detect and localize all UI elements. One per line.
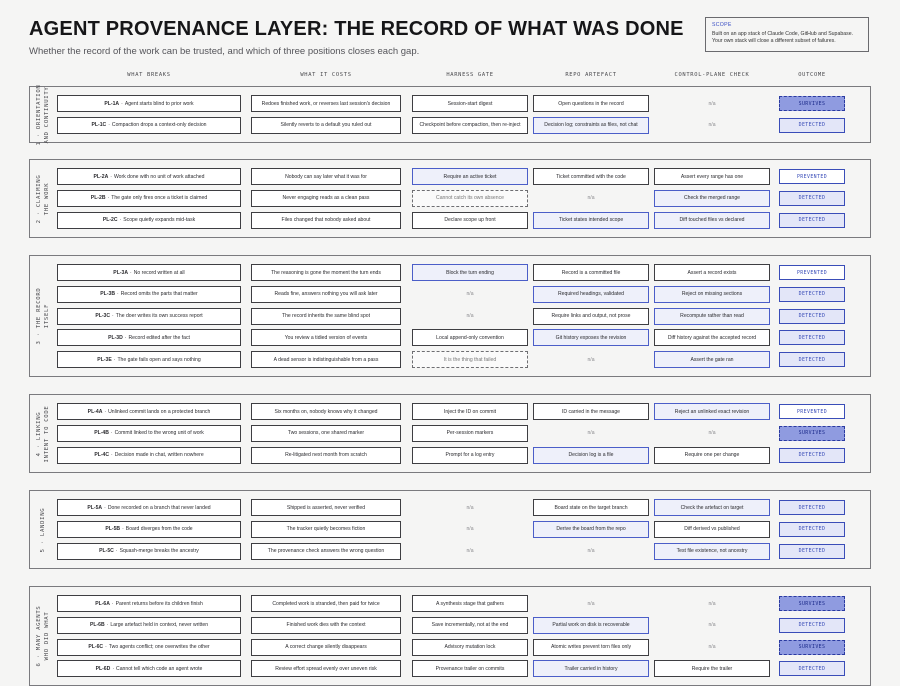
what-it-costs-cell: Reads fine, answers nothing you will ask later — [251, 286, 401, 303]
separator: · — [117, 291, 119, 298]
outcome-badge: DETECTED — [779, 544, 845, 559]
what-it-costs-cell: The record inherits the same blind spot — [251, 308, 401, 325]
what-breaks-cell — [57, 264, 241, 281]
harness-gate-cell: Checkpoint before compaction, then re-inject — [412, 117, 528, 134]
outcome-badge: DETECTED — [779, 118, 845, 133]
section-label: 5 · LANDING — [39, 507, 46, 552]
harness-gate-cell: Block the turn ending — [412, 264, 528, 281]
what-it-costs-cell: Never engaging reads as a clean pass — [251, 190, 401, 207]
page-subtitle: Whether the record of the work can be trusted, and which of three positions closes each gap. — [29, 46, 420, 57]
separator: · — [112, 665, 115, 672]
outcome-badge: DETECTED — [779, 352, 845, 367]
control-plane-check-cell: Require the trailer — [654, 660, 770, 677]
section-label-wrapper — [32, 491, 54, 568]
separator: · — [124, 334, 127, 341]
control-plane-check-cell: n/a — [708, 100, 716, 107]
separator: · — [121, 100, 123, 107]
control-plane-check-cell: Recompute rather than read — [654, 308, 770, 325]
column-header-what-breaks: WHAT BREAKS — [127, 72, 171, 78]
failure-id: PL-1A — [104, 100, 120, 107]
what-breaks-cell — [57, 286, 241, 303]
separator: · — [119, 217, 122, 224]
what-it-costs-cell: Nobody can say later what it was for — [251, 168, 401, 185]
repo-artefact-cell: Decision log; constraints as files, not chat — [533, 117, 649, 134]
failure-id: PL-3A — [113, 269, 129, 276]
repo-artefact-cell: Trailer carried in history — [533, 660, 649, 677]
harness-gate-cell: n/a — [466, 548, 474, 555]
page-title: AGENT PROVENANCE LAYER: THE RECORD OF WHAT WAS DONE — [29, 18, 684, 40]
harness-gate-cell: Prompt for a log entry — [412, 447, 528, 464]
scope-box — [705, 17, 869, 52]
failure-description: Record edited after the fact — [128, 334, 190, 341]
what-breaks-cell — [57, 595, 241, 612]
control-plane-check-cell: Check the merged range — [654, 190, 770, 207]
scope-label: SCOPE — [712, 22, 732, 28]
harness-gate-cell: A synthesis stage that gathers — [412, 595, 528, 612]
control-plane-check-cell: Require one per change — [654, 447, 770, 464]
what-it-costs-cell: The tracker quietly becomes fiction — [251, 521, 401, 538]
harness-gate-cell: Inject the ID on commit — [412, 403, 528, 420]
failure-description: The doer writes its own success report — [115, 313, 203, 320]
separator: · — [104, 408, 107, 415]
section-label-wrapper — [32, 160, 54, 237]
failure-description: Two agents conflict; one overwrites the other — [108, 644, 210, 651]
failure-description: Squash-merge breaks the ancestry — [119, 548, 199, 555]
what-breaks-cell — [57, 190, 241, 207]
separator: · — [112, 313, 114, 320]
column-header-repo-artefact: REPO ARTEFACT — [565, 72, 617, 78]
control-plane-check-cell: Check the artefact on target — [654, 499, 770, 516]
section-label-wrapper — [32, 256, 54, 376]
failure-id: PL-2A — [93, 173, 109, 180]
what-breaks-cell — [57, 403, 241, 420]
failure-id: PL-4C — [94, 452, 110, 459]
what-breaks-cell — [57, 543, 241, 560]
what-it-costs-cell: Silently reverts to a default you ruled out — [251, 117, 401, 134]
harness-gate-cell: Require an active ticket — [412, 168, 528, 185]
outcome-badge: DETECTED — [779, 522, 845, 537]
harness-gate-cell: n/a — [466, 291, 474, 298]
what-it-costs-cell: You review a tidied version of events — [251, 329, 401, 346]
failure-description: Board diverges from the code — [125, 526, 193, 533]
harness-gate-cell: Advisory mutation lock — [412, 639, 528, 656]
separator: · — [130, 269, 132, 276]
what-breaks-cell — [57, 639, 241, 656]
column-header-what-it-costs: WHAT IT COSTS — [300, 72, 352, 78]
harness-gate-cell: Session-start digest — [412, 95, 528, 112]
harness-gate-cell: Cannot catch its own absence — [412, 190, 528, 207]
what-breaks-cell — [57, 499, 241, 516]
separator: · — [108, 122, 110, 129]
failure-id: PL-5A — [87, 504, 103, 511]
harness-gate-cell: Declare scope up front — [412, 212, 528, 229]
separator: · — [115, 548, 118, 555]
failure-id: PL-3E — [97, 356, 112, 363]
control-plane-check-cell: n/a — [708, 600, 716, 607]
repo-artefact-cell: Ticket states intended scope — [533, 212, 649, 229]
repo-artefact-cell: n/a — [587, 195, 595, 202]
failure-description: Decision made in chat, written nowhere — [114, 452, 204, 459]
failure-description: Unlinked commit lands on a protected branch — [108, 408, 211, 415]
control-plane-check-cell: Diff history against the accepted record — [654, 329, 770, 346]
failure-description: Record omits the parts that matter — [120, 291, 198, 298]
section-label: 2 · CLAIMING THE WORK — [35, 174, 50, 223]
column-header-outcome: OUTCOME — [798, 72, 826, 78]
repo-artefact-cell: n/a — [587, 600, 595, 607]
outcome-badge: DETECTED — [779, 213, 845, 228]
what-breaks-cell — [57, 212, 241, 229]
repo-artefact-cell: Git history exposes the revision — [533, 329, 649, 346]
failure-description: Scope quietly expands mid-task — [123, 217, 196, 224]
failure-id: PL-3D — [108, 334, 123, 341]
outcome-badge: SURVIVES — [779, 96, 845, 111]
repo-artefact-cell: Derive the board from the repo — [533, 521, 649, 538]
section-label-wrapper — [32, 395, 54, 472]
control-plane-check-cell: Assert every range has one — [654, 168, 770, 185]
failure-id: PL-6A — [95, 600, 110, 607]
repo-artefact-cell: Ticket committed with the code — [533, 168, 649, 185]
repo-artefact-cell: Open questions in the record — [533, 95, 649, 112]
column-header-control-plane-check: CONTROL-PLANE CHECK — [674, 72, 750, 78]
control-plane-check-cell: Diff derived vs published — [654, 521, 770, 538]
repo-artefact-cell: n/a — [587, 356, 595, 363]
what-breaks-cell — [57, 425, 241, 442]
control-plane-check-cell: Assert the gate ran — [654, 351, 770, 368]
harness-gate-cell: n/a — [466, 313, 474, 320]
failure-id: PL-6D — [95, 665, 111, 672]
control-plane-check-cell: Assert a record exists — [654, 264, 770, 281]
what-breaks-cell — [57, 117, 241, 134]
outcome-badge: SURVIVES — [779, 596, 845, 611]
what-breaks-cell — [57, 95, 241, 112]
what-breaks-cell — [57, 521, 241, 538]
repo-artefact-cell: Decision log is a file — [533, 447, 649, 464]
failure-id: PL-5C — [99, 548, 114, 555]
harness-gate-cell: Provenance trailer on commits — [412, 660, 528, 677]
separator: · — [104, 504, 106, 511]
outcome-badge: DETECTED — [779, 330, 845, 345]
what-it-costs-cell: Six months on, nobody knows why it changed — [251, 403, 401, 420]
outcome-badge: DETECTED — [779, 287, 845, 302]
repo-artefact-cell: Require links and output, not prose — [533, 308, 649, 325]
repo-artefact-cell: Atomic writes prevent torn files only — [533, 639, 649, 656]
failure-description: The gate fails open and says nothing — [117, 356, 201, 363]
harness-gate-cell: Per-session markers — [412, 425, 528, 442]
control-plane-check-cell: Reject on missing sections — [654, 286, 770, 303]
repo-artefact-cell: n/a — [587, 548, 595, 555]
section-label: 3 · THE RECORD ITSELF — [35, 287, 50, 345]
what-breaks-cell — [57, 168, 241, 185]
failure-id: PL-4A — [87, 408, 103, 415]
failure-description: Compaction drops a context-only decision — [111, 122, 207, 129]
what-it-costs-cell: The reasoning is gone the moment the turn ends — [251, 264, 401, 281]
section-label: 1 · ORIENTATION AND CONTINUITY — [35, 83, 50, 146]
what-it-costs-cell: Finished work dies with the context — [251, 617, 401, 634]
what-breaks-cell — [57, 308, 241, 325]
outcome-badge: DETECTED — [779, 309, 845, 324]
what-it-costs-cell: Files changed that nobody asked about — [251, 212, 401, 229]
what-it-costs-cell: The provenance check answers the wrong question — [251, 543, 401, 560]
failure-id: PL-5B — [105, 526, 121, 533]
failure-id: PL-2B — [90, 195, 106, 202]
outcome-badge: DETECTED — [779, 661, 845, 676]
failure-description: Large artefact held in context, never written — [110, 622, 209, 629]
harness-gate-cell: It is the thing that failed — [412, 351, 528, 368]
outcome-badge: DETECTED — [779, 618, 845, 633]
harness-gate-cell: Local append-only convention — [412, 329, 528, 346]
failure-description: Parent returns before its children finish — [115, 600, 203, 607]
scope-line: Your own stack will close a different subset of failures. — [712, 37, 836, 44]
separator: · — [110, 173, 112, 180]
failure-id: PL-6C — [88, 644, 104, 651]
outcome-badge: SURVIVES — [779, 426, 845, 441]
what-breaks-cell — [57, 351, 241, 368]
control-plane-check-cell: n/a — [708, 644, 716, 651]
what-breaks-cell — [57, 329, 241, 346]
what-it-costs-cell: Completed work is stranded, then paid for twice — [251, 595, 401, 612]
failure-description: Commit linked to the wrong unit of work — [114, 430, 204, 437]
failure-description: Work done with no unit of work attached — [113, 173, 205, 180]
column-header-harness-gate: HARNESS GATE — [446, 72, 494, 78]
outcome-badge: PREVENTED — [779, 265, 845, 280]
repo-artefact-cell: Board state on the target branch — [533, 499, 649, 516]
separator: · — [111, 452, 113, 459]
separator: · — [107, 195, 110, 202]
failure-description: Done recorded on a branch that never landed — [107, 504, 211, 511]
scope-line: Built on an app stack of Claude Code, GitHub and Supabase. — [712, 30, 854, 37]
what-it-costs-cell: Redoes finished work, or reverses last session's decision — [251, 95, 401, 112]
section-label: 6 · MANY AGENTS WHO DID WHAT — [35, 605, 50, 667]
failure-description: The gate only fires once a ticket is claimed — [111, 195, 208, 202]
control-plane-check-cell: n/a — [708, 122, 716, 129]
control-plane-check-cell: Test file existence, not ancestry — [654, 543, 770, 560]
what-breaks-cell — [57, 617, 241, 634]
outcome-badge: DETECTED — [779, 500, 845, 515]
control-plane-check-cell: n/a — [708, 430, 716, 437]
repo-artefact-cell: Required headings, validated — [533, 286, 649, 303]
failure-id: PL-6B — [89, 622, 105, 629]
control-plane-check-cell: n/a — [708, 622, 716, 629]
control-plane-check-cell: Reject an unlinked exact revision — [654, 403, 770, 420]
failure-id: PL-4B — [94, 430, 109, 437]
what-breaks-cell — [57, 447, 241, 464]
what-it-costs-cell: A correct change silently disappears — [251, 639, 401, 656]
separator: · — [113, 356, 116, 363]
harness-gate-cell: n/a — [466, 526, 474, 533]
section-label: 4 · LINKING INTENT TO CODE — [35, 405, 50, 462]
repo-artefact-cell: n/a — [587, 430, 595, 437]
outcome-badge: DETECTED — [779, 448, 845, 463]
section-label-wrapper — [32, 83, 54, 146]
failure-description: Agent starts blind to prior work — [124, 100, 194, 107]
failure-id: PL-3C — [95, 313, 111, 320]
repo-artefact-cell: Record is a committed file — [533, 264, 649, 281]
failure-description: No record written at all — [133, 269, 185, 276]
repo-artefact-cell: Partial work on disk is recoverable — [533, 617, 649, 634]
what-it-costs-cell: Two sessions, one shared marker — [251, 425, 401, 442]
outcome-badge: PREVENTED — [779, 404, 845, 419]
section-label-wrapper — [32, 587, 54, 685]
separator: · — [105, 644, 107, 651]
separator: · — [110, 430, 113, 437]
what-it-costs-cell: Re-litigated next month from scratch — [251, 447, 401, 464]
harness-gate-cell: Save incrementally, not at the end — [412, 617, 528, 634]
what-it-costs-cell: A dead sensor is indistinguishable from a pass — [251, 351, 401, 368]
repo-artefact-cell: ID carried in the message — [533, 403, 649, 420]
what-it-costs-cell: Shipped is asserted, never verified — [251, 499, 401, 516]
what-it-costs-cell: Review effort spread evenly over uneven risk — [251, 660, 401, 677]
failure-id: PL-1C — [91, 122, 107, 129]
outcome-badge: DETECTED — [779, 191, 845, 206]
outcome-badge: PREVENTED — [779, 169, 845, 184]
outcome-badge: SURVIVES — [779, 640, 845, 655]
separator: · — [122, 526, 124, 533]
control-plane-check-cell: Diff touched files vs declared — [654, 212, 770, 229]
failure-id: PL-2C — [102, 217, 118, 224]
failure-id: PL-3B — [100, 291, 115, 298]
separator: · — [111, 600, 114, 607]
harness-gate-cell: n/a — [466, 504, 474, 511]
separator: · — [106, 622, 109, 629]
failure-description: Cannot tell which code an agent wrote — [116, 665, 203, 672]
